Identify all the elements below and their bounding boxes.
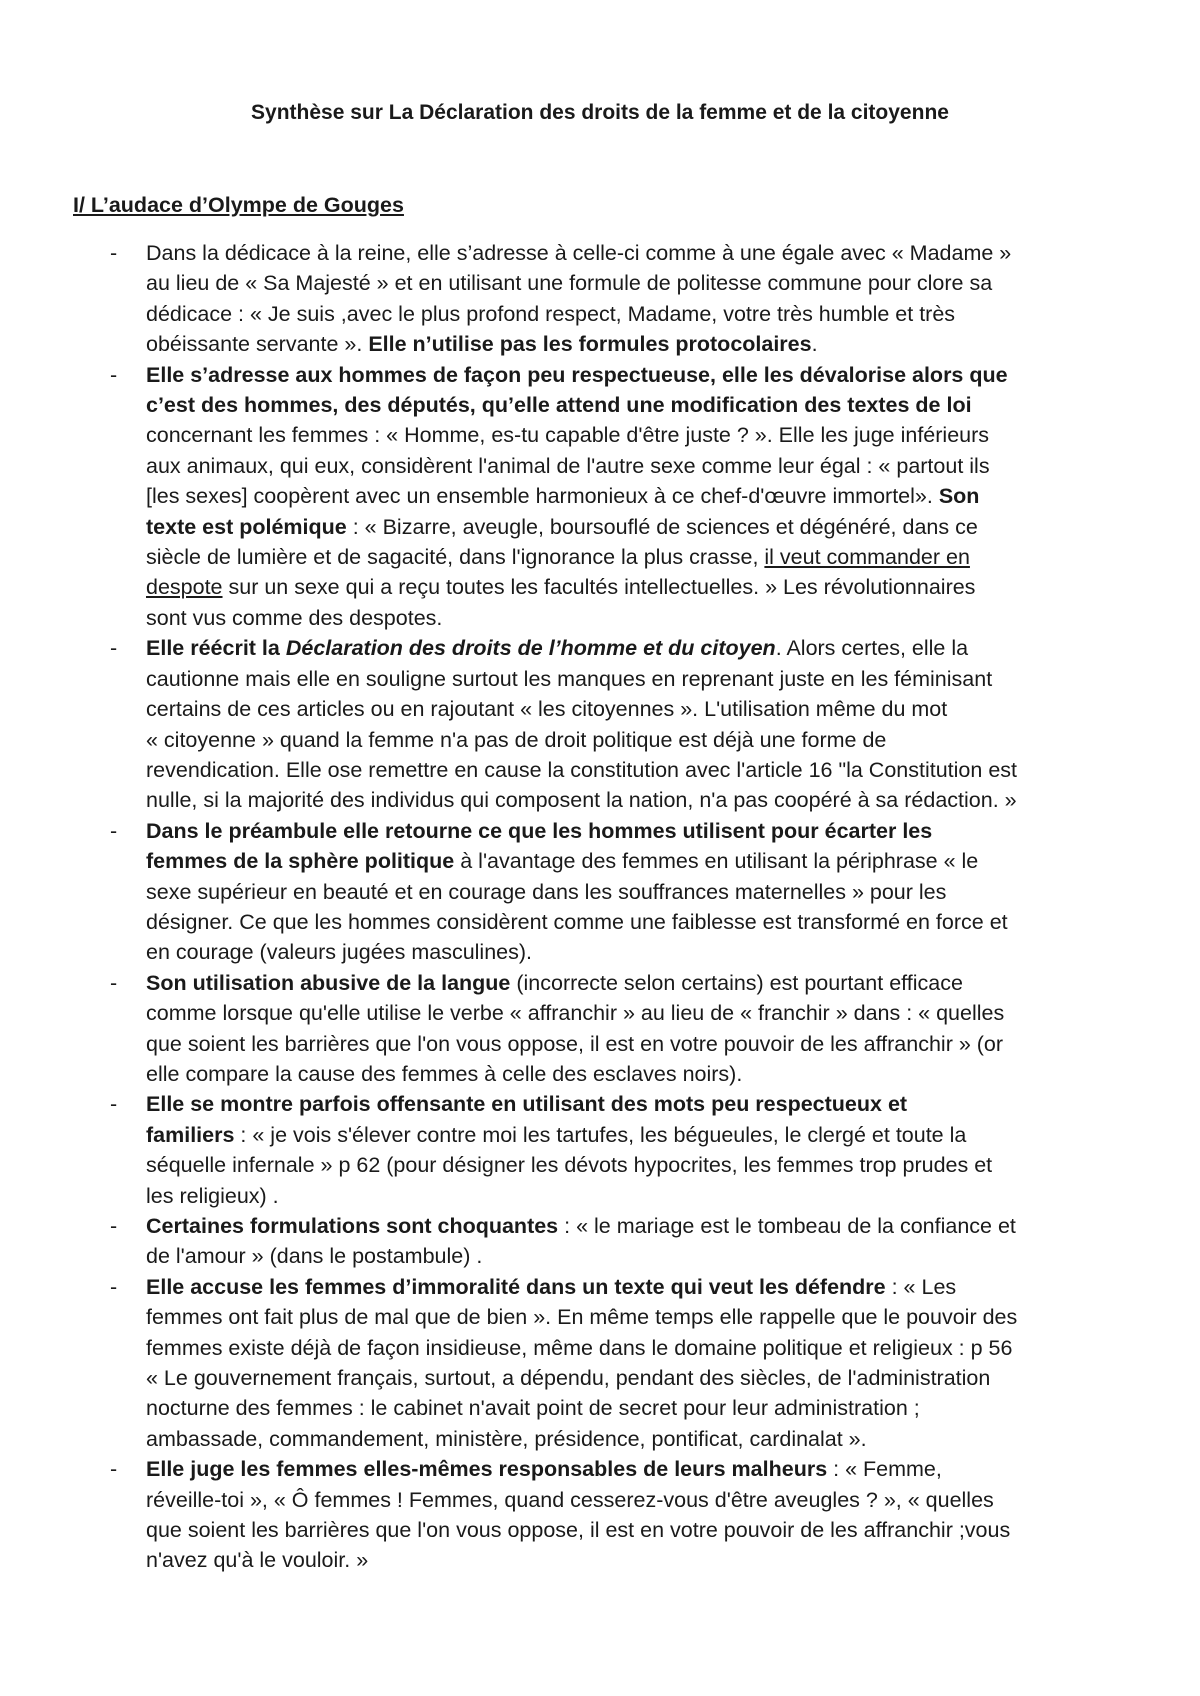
list-item-text <box>146 1089 1136 1211</box>
emphasized-text: Elle n’utilise pas les formules protocolaires <box>368 332 812 357</box>
bullet-marker: - <box>110 1092 118 1117</box>
list-item <box>0 816 1200 968</box>
text-line <box>146 1120 1136 1150</box>
emphasized-text: c’est des hommes, des députés, qu’elle attend une modification des textes de loi <box>146 393 972 418</box>
text-run: : « Bizarre, aveugle, boursouflé de sciences et dégénéré, dans ce <box>346 514 978 539</box>
text-run: sur un sexe qui a reçu toutes les facultés intellectuelles. » Les révolutionnaires <box>222 575 976 600</box>
text-line <box>146 785 1136 815</box>
text-run: réveille-toi », « Ô femmes ! Femmes, quand cesserez-vous d'être aveugles ? », « quelles <box>146 1487 994 1512</box>
text-run: revendication. Elle ose remettre en cause la constitution avec l'article 16 "la Constitution est <box>146 757 1018 782</box>
text-run: à l'avantage des femmes en utilisant la périphrase « le <box>454 849 979 874</box>
text-run: : « je vois s'élever contre moi les tartufes, les bégueules, le clergé et toute la <box>234 1122 967 1147</box>
emphasized-text: texte est polémique <box>146 514 347 539</box>
emphasized-text: Son utilisation abusive de la langue <box>146 970 511 995</box>
text-run: nocturne des femmes : le cabinet n'avait point de secret pour leur administration ; <box>146 1396 920 1421</box>
bullet-marker: - <box>110 970 118 995</box>
text-run: (incorrecte selon certains) est pourtant efficace <box>510 970 963 995</box>
text-run: [les sexes] coopèrent avec un ensemble harmonieux à ce chef-d'œuvre immortel». <box>146 484 939 509</box>
bullet-marker: - <box>110 1457 118 1482</box>
emphasized-text: Elle réécrit la <box>146 636 286 661</box>
text-line <box>146 1302 1136 1332</box>
text-line <box>146 1485 1136 1515</box>
text-line <box>146 512 1136 542</box>
list-item-text <box>146 968 1136 1090</box>
text-line <box>146 451 1136 481</box>
bullet-marker: - <box>110 636 118 661</box>
emphasized-text: Déclaration des droits de l’homme et du citoyen <box>285 636 776 661</box>
bullet-list <box>0 238 1200 1576</box>
text-run: « citoyenne » quand la femme n'a pas de droit politique est déjà une forme de <box>146 727 887 752</box>
list-item-text <box>146 238 1136 360</box>
emphasized-text: femmes de la sphère politique <box>146 849 455 874</box>
text-run: au lieu de « Sa Majesté » et en utilisant une formule de politesse commune pour clore sa <box>146 271 993 296</box>
text-line <box>146 481 1136 511</box>
text-run: dédicace : « Je suis ,avec le plus profond respect, Madame, votre très humble et très <box>146 301 956 326</box>
text-run: : « Les <box>885 1274 957 1299</box>
list-item <box>0 1454 1200 1576</box>
text-run: Dans la dédicace à la reine, elle s’adresse à celle-ci comme à une égale avec « Madame » <box>146 241 1012 265</box>
text-run: . Alors certes, elle la <box>775 636 969 661</box>
text-line <box>146 1150 1136 1180</box>
emphasized-text: Certaines formulations sont choquantes <box>146 1214 559 1238</box>
bullet-marker: - <box>110 241 118 265</box>
text-line <box>146 1029 1136 1059</box>
text-line <box>146 1059 1136 1089</box>
list-item-text <box>146 1454 1136 1576</box>
list-item-text <box>146 816 1136 968</box>
text-run: désigner. Ce que les hommes considèrent comme une faiblesse est transformé en force et <box>146 909 1008 934</box>
text-run: elle compare la cause des femmes à celle des esclaves noirs). <box>146 1061 743 1086</box>
list-item-text <box>146 360 1136 634</box>
text-run: sont vus comme des despotes. <box>146 605 443 630</box>
text-run: comme lorsque qu'elle utilise le verbe « affranchir » au lieu de « franchir » dans : « quelles <box>146 1001 1005 1026</box>
text-line <box>146 420 1136 450</box>
underlined-text: il veut commander en <box>764 545 970 570</box>
text-line <box>146 877 1136 907</box>
text-run: aux animaux, qui eux, considèrent l'animal de l'autre sexe comme leur égal : « partout ils <box>146 453 990 478</box>
text-line <box>146 1454 1136 1484</box>
section-heading: I/ L’audace d’Olympe de Gouges <box>73 193 404 217</box>
text-run: nulle, si la majorité des individus qui composent la nation, n'a pas coopéré à sa rédaction. » <box>146 788 1017 813</box>
text-run: : « le mariage est le tombeau de la confiance et <box>558 1214 1016 1238</box>
text-run: femmes existe déjà de façon insidieuse, même dans le domaine politique et religieux : p 56 <box>146 1335 1013 1360</box>
text-line <box>146 390 1136 420</box>
text-line <box>146 937 1136 967</box>
text-line <box>146 664 1136 694</box>
text-line <box>146 694 1136 724</box>
text-line <box>146 1211 1136 1241</box>
text-run: siècle de lumière et de sagacité, dans l'ignorance la plus crasse, <box>146 545 765 570</box>
text-run: « Le gouvernement français, surtout, a dépendu, pendant des siècles, de l'administration <box>146 1366 991 1391</box>
list-item-text <box>146 633 1136 815</box>
emphasized-text: familiers <box>146 1122 235 1147</box>
text-line <box>146 633 1136 663</box>
bullet-marker: - <box>110 1214 118 1238</box>
text-line <box>146 1333 1136 1363</box>
text-line <box>146 542 1136 572</box>
text-line <box>146 1363 1136 1393</box>
text-line <box>146 1545 1136 1575</box>
text-run: les religieux) . <box>146 1183 279 1208</box>
text-line <box>146 1424 1136 1454</box>
list-item <box>0 1272 1200 1454</box>
list-item <box>0 633 1200 815</box>
bullet-marker: - <box>110 362 118 387</box>
text-run: de l'amour » (dans le postambule) . <box>146 1244 483 1269</box>
text-line <box>146 603 1136 633</box>
list-item <box>0 360 1200 634</box>
text-line <box>146 1181 1136 1211</box>
text-run: certains de ces articles ou en rajoutant « les citoyennes ». L'utilisation même du mot <box>146 697 948 722</box>
text-line <box>146 846 1136 876</box>
emphasized-text: Dans le préambule elle retourne ce que les hommes utilisent pour écarter les <box>146 818 933 843</box>
text-line <box>146 1272 1136 1302</box>
list-item-text <box>146 1211 1136 1272</box>
text-line <box>146 1241 1136 1271</box>
list-item <box>0 1211 1200 1272</box>
list-item <box>0 238 1200 360</box>
text-run: en courage (valeurs jugées masculines). <box>146 940 533 965</box>
text-run: . <box>811 332 818 357</box>
text-run: cautionne mais elle en souligne surtout les manques en reprenant juste en les féminisant <box>146 666 993 691</box>
bullet-marker: - <box>110 818 118 843</box>
text-run: femmes ont fait plus de mal que de bien ». En même temps elle rappelle que le pouvoir des <box>146 1305 1018 1330</box>
text-line <box>146 268 1136 298</box>
text-run: sexe supérieur en beauté et en courage dans les souffrances maternelles » pour les <box>146 879 947 904</box>
emphasized-text: Son <box>938 484 980 509</box>
bullet-marker: - <box>110 1274 118 1299</box>
list-item-text <box>146 1272 1136 1454</box>
text-run: concernant les femmes : « Homme, es-tu capable d'être juste ? ». Elle les juge inférieurs <box>146 423 990 448</box>
text-line <box>146 572 1136 602</box>
underlined-text: despote <box>146 575 223 600</box>
text-line <box>146 360 1136 390</box>
text-line <box>146 968 1136 998</box>
emphasized-text: Elle juge les femmes elles-mêmes responsables de leurs malheurs <box>146 1457 828 1482</box>
text-line <box>146 1515 1136 1545</box>
document-title: Synthèse sur La Déclaration des droits de la femme et de la citoyenne <box>251 101 949 124</box>
text-run: n'avez qu'à le vouloir. » <box>146 1548 369 1573</box>
emphasized-text: Elle s’adresse aux hommes de façon peu respectueuse, elle les dévalorise alors que <box>146 362 1008 387</box>
emphasized-text: Elle accuse les femmes d’immoralité dans un texte qui veut les défendre <box>146 1274 886 1299</box>
text-line <box>146 329 1136 359</box>
text-run: séquelle infernale » p 62 (pour désigner les dévots hypocrites, les femmes trop prudes et <box>146 1153 993 1178</box>
text-line <box>146 755 1136 785</box>
list-item <box>0 968 1200 1090</box>
text-run: : « Femme, <box>827 1457 942 1482</box>
text-run: ambassade, commandement, ministère, présidence, pontificat, cardinalat ». <box>146 1426 867 1451</box>
text-line <box>146 907 1136 937</box>
emphasized-text: Elle se montre parfois offensante en utilisant des mots peu respectueux et <box>146 1092 908 1117</box>
text-run: obéissante servante ». <box>146 332 369 357</box>
text-line <box>146 816 1136 846</box>
text-line <box>146 1089 1136 1119</box>
text-run: que soient les barrières que l'on vous oppose, il est en votre pouvoir de les affranchir » (or <box>146 1031 1004 1056</box>
text-line <box>146 238 1136 268</box>
text-line <box>146 1393 1136 1423</box>
text-run: que soient les barrières que l'on vous oppose, il est en votre pouvoir de les affranchir ;vous <box>146 1518 1011 1543</box>
list-item <box>0 1089 1200 1211</box>
text-line <box>146 998 1136 1028</box>
text-line <box>146 725 1136 755</box>
text-line <box>146 299 1136 329</box>
